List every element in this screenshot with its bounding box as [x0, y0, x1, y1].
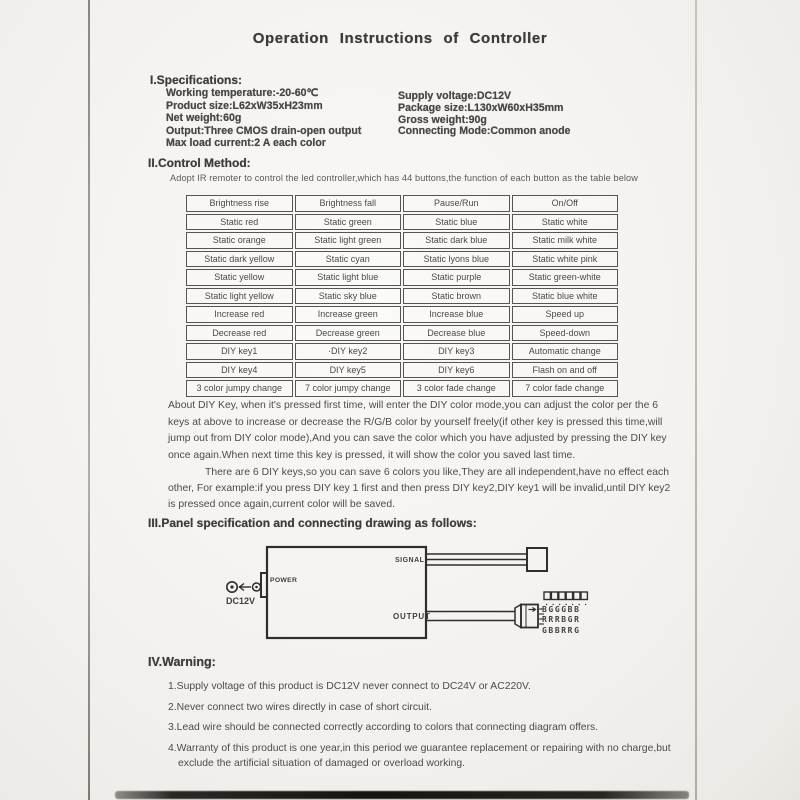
table-cell: Flash on and off — [512, 362, 619, 379]
table-cell: Static red — [186, 214, 293, 231]
diy-paragraph-1: About DIY Key, when it's pressed first time, will enter the DIY color mode,you can adjust the color per the 6 keys at above to increase or decrease the R/G/B color by yourself freely(if other key is pressed this time,will jump out from DIY color mode),And you can save the color which you have adjusted by pressing the DIY key once again.When next time this key is pressed, it will show the color you saved last time. — [168, 400, 667, 461]
table-cell: Decrease green — [295, 325, 402, 342]
output-connector-icon — [515, 605, 544, 628]
table-cell: Static green — [295, 214, 402, 231]
warning-item: 1.Supply voltage of this product is DC12V never connect to DC24V or AC220V. — [168, 681, 531, 692]
table-cell: 3 color jumpy change — [186, 380, 293, 397]
table-cell: DIY key5 — [295, 362, 402, 379]
table-cell: Speed up — [512, 306, 619, 323]
table-cell: Increase blue — [403, 306, 510, 323]
diy-paragraph-2: There are 6 DIY keys,so you can save 6 colors you like,They are all independent,have no effect each other, For example:if you press DIY key 1 first and then press DIY key2,DIY key1 will be invalid,until DIY key2 is pressed once again,current color will be saved. — [168, 467, 671, 510]
table-cell: 7 color jumpy change — [295, 380, 402, 397]
table-cell: Increase green — [295, 306, 402, 323]
table-cell: Static milk white — [512, 232, 619, 249]
table-cell: Automatic change — [512, 343, 619, 360]
table-row — [186, 251, 618, 268]
dc-plug-icon — [227, 582, 261, 592]
table-cell: Static lyons blue — [403, 251, 510, 268]
page-right-edge — [695, 0, 697, 800]
table-cell: ·DIY key2 — [295, 343, 402, 360]
table-cell: Increase red — [186, 306, 293, 323]
spec-line: Supply voltage:DC12V — [398, 90, 512, 102]
table-cell: DIY key6 — [403, 362, 510, 379]
page-title: Operation Instructions of Controller — [252, 30, 548, 47]
table-row — [186, 325, 618, 342]
power-label: POWER — [270, 577, 298, 584]
table-cell: Speed-down — [512, 325, 619, 342]
table-cell: Static dark blue — [403, 232, 510, 249]
warning-item: 2.Never connect two wires directly in case of short circuit. — [168, 701, 432, 713]
table-cell: On/Off — [512, 195, 619, 212]
specifications-left-column — [166, 87, 361, 150]
table-cell: Static orange — [186, 232, 293, 249]
wire-color-codes — [542, 605, 581, 636]
specifications-right-column — [398, 91, 570, 138]
table-row — [186, 362, 618, 379]
wire-code-row: GBBRRG — [542, 625, 581, 635]
table-cell: 3 color fade change — [403, 380, 510, 397]
spec-line: Gross weight:90g — [398, 113, 487, 126]
spec-line: Package size:L130xW60xH35mm — [398, 101, 564, 114]
table-cell: Brightness fall — [295, 195, 402, 212]
dc12v-label: DC12V — [226, 596, 256, 606]
table-cell: Static yellow — [186, 269, 293, 286]
spec-line: Max load current:2 A each color — [166, 137, 326, 150]
bottom-scan-bar — [115, 791, 689, 799]
table-row — [186, 269, 618, 286]
connecting-diagram — [0, 535, 800, 665]
warning-heading: IV.Warning: — [148, 655, 216, 669]
table-cell: Static brown — [403, 288, 510, 305]
led-strip-pins — [544, 592, 587, 605]
table-cell: Static purple — [403, 269, 510, 286]
table-cell: Static white pink — [512, 251, 619, 268]
spec-line: Product size:L62xW35xH23mm — [166, 99, 323, 112]
table-cell: Static blue white — [512, 288, 619, 305]
table-row — [186, 380, 618, 397]
table-cell: DIY key1 — [186, 343, 293, 360]
table-cell: Static blue — [403, 214, 510, 231]
spec-line: Connecting Mode:Common anode — [398, 125, 571, 138]
specifications-heading: I.Specifications: — [150, 73, 243, 87]
table-cell: Pause/Run — [403, 195, 510, 212]
wire-code-row: BGGGBB — [542, 605, 581, 614]
table-row — [186, 214, 618, 231]
control-method-intro: Adopt IR remoter to control the led controller,which has 44 buttons,the function of each button as the table below — [170, 173, 638, 183]
table-cell: Static light blue — [295, 269, 402, 286]
remote-key-table-body — [186, 195, 618, 397]
spec-line: Working temperature:-20-60℃ — [166, 87, 319, 99]
table-cell: Static light yellow — [186, 288, 293, 305]
table-cell: Static dark yellow — [186, 251, 293, 268]
warning-item: 4.Warranty of this product is one year,in this period we guarantee replacement or repairing with no charge,but exclude the artificial situation of damaged or overload working. — [168, 743, 671, 770]
spec-line: Output:Three CMOS drain-open output — [166, 124, 362, 137]
panel-heading: III.Panel specification and connecting drawing as follows: — [148, 516, 477, 530]
table-cell: DIY key4 — [186, 362, 293, 379]
signal-wires — [426, 554, 527, 565]
control-method-heading: II.Control Method: — [148, 156, 251, 170]
table-cell: Decrease blue — [403, 325, 510, 342]
table-row — [186, 195, 618, 212]
signal-label: SIGNAL — [395, 557, 425, 564]
warning-list — [168, 679, 684, 777]
spec-line: Net weight:60g — [166, 112, 242, 125]
wire-code-row: RRRBGR — [542, 615, 581, 625]
table-cell: Static white — [512, 214, 619, 231]
table-cell: Static sky blue — [295, 288, 402, 305]
output-wires — [426, 612, 515, 621]
table-row — [186, 306, 618, 323]
table-cell: DIY key3 — [403, 343, 510, 360]
page-left-edge — [88, 0, 90, 800]
table-cell: 7 color fade change — [512, 380, 619, 397]
table-row — [186, 288, 618, 305]
table-cell: Static light green — [295, 232, 402, 249]
table-cell: Decrease red — [186, 325, 293, 342]
output-label: OUTPUT — [393, 612, 431, 621]
table-cell: Static green-white — [512, 269, 619, 286]
table-row — [186, 232, 618, 249]
warning-item: 3.Lead wire should be connected correctly according to colors that connecting diagram offers. — [168, 722, 599, 734]
ir-receiver-box — [527, 548, 547, 571]
table-cell: Static cyan — [295, 251, 402, 268]
remote-key-table — [184, 193, 620, 399]
table-row — [186, 343, 618, 360]
table-cell: Brightness rise — [186, 195, 293, 212]
